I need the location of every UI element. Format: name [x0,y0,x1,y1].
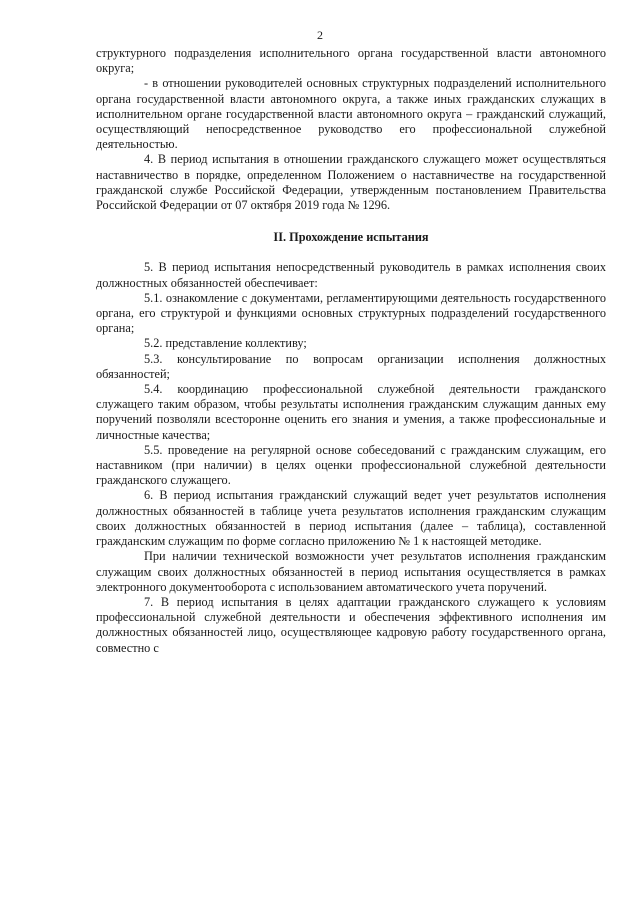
paragraph-item-5-2: 5.2. представление коллективу; [144,336,307,351]
paragraph-item-5-5: 5.5. проведение на регулярной основе собеседований с гражданским служащим, его наставником (при наличии) в целях оценки профессиональной служебной деятельности гражданского служащего. [96,442,606,488]
section-heading: II. Прохождение испытания [273,230,429,245]
page-number: 2 [317,28,323,42]
paragraph-list-item: - в отношении руководителей основных структурных подразделений исполнительного органа государственной власти автономного округа, а также иных гражданских служащих в исполнительном органе государственной власти автономного округа – гражданский служащий, осуществляющий непосредственное руководство его профессиональной служебной деятельностью. [96,76,606,152]
paragraph-item-5-1: 5.1. ознакомление с документами, регламентирующими деятельность государственного органа, его структурой и функциями основных структурных подразделений государственного органа; [96,290,606,336]
paragraph-item-6-note: При наличии технической возможности учет результатов исполнения гражданским служащим своих должностных обязанностей в период испытания осуществляется в рамках электронного документооборота с использованием автоматического учета поручений. [96,549,606,594]
paragraph-item-7: 7. В период испытания в целях адаптации гражданского служащего к условиям профессиональной служебной деятельности и обеспечения эффективного исполнения им должностных обязанностей лицо, осуществляющее кадровую работу государственного органа, совместно с [96,594,606,655]
paragraph-item-4: 4. В период испытания в отношении гражданского служащего может осуществляться наставничество в порядке, определенном Положением о наставничестве на государственной гражданской службе Российской Федерации, утвержденным постановлением Правительства Российской Федерации от 07 октября 2019 года № 1296. [96,152,606,213]
document-body [96,46,606,656]
paragraph-item-6: 6. В период испытания гражданский служащий ведет учет результатов исполнения должностных обязанностей в таблице учета результатов исполнения гражданским служащим своих должностных обязанностей в период испытания (далее – таблица), составленной гражданским служащим по форме согласно приложению № 1 к настоящей методике. [96,488,606,549]
paragraph-continuation: структурного подразделения исполнительного органа государственной власти автономного округа; [96,46,606,76]
paragraph-item-5-3: 5.3. консультирование по вопросам организации исполнения должностных обязанностей; [96,351,606,381]
paragraph-item-5-4: 5.4. координацию профессиональной служебной деятельности гражданского служащего таким образом, чтобы результаты исполнения гражданским служащим данных ему поручений позволяли всесторонне оценить его знания и умения, а также профессиональные и личностные качества; [96,382,606,442]
paragraph-item-5: 5. В период испытания непосредственный руководитель в рамках исполнения своих должностных обязанностей обеспечивает: [96,260,606,290]
